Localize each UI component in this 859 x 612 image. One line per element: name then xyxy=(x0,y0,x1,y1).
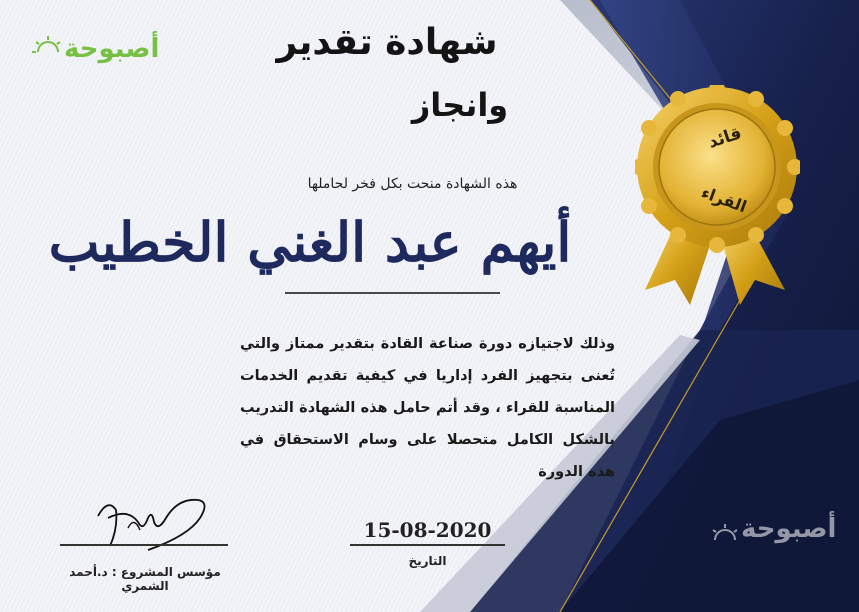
certificate-title: شهادة تقدير xyxy=(276,22,498,63)
medal-text-line1: قائد xyxy=(705,123,745,153)
date-line xyxy=(350,544,505,546)
signature-line xyxy=(60,544,228,546)
name-underline xyxy=(285,292,500,294)
intro-line: هذه الشهادة منحت بكل فخر لحاملها xyxy=(307,176,518,192)
logo xyxy=(28,30,158,80)
watermark-logo xyxy=(705,510,835,570)
recipient-name: أيهم عبد الغني الخطيب xyxy=(48,210,572,274)
watermark-logo-text: أصبوحة xyxy=(741,514,837,544)
date-value: 15-08-2020 xyxy=(363,518,492,542)
certificate-body: وذلك لاجتيازه دورة صناعة القادة بتقدير ممتاز والتي تُعنى بتجهيز الفرد إداريا في كيفية تقديم الخدمات المناسبة للقراء ، وقد أتم حامل هذه الشهادة التدريب بالشكل الكامل متحصلا على وسام الاستحقاق في هذه الدورة xyxy=(240,336,615,480)
signature-image xyxy=(88,488,218,558)
date-label: التاريخ xyxy=(408,554,447,568)
logo-text: أصبوحة xyxy=(64,34,160,64)
signer-label: مؤسس المشروع : د.أحمد الشمري xyxy=(69,565,221,593)
medal-text-line2: القراء xyxy=(698,182,750,217)
certificate-subtitle: وانجاز xyxy=(411,86,509,124)
